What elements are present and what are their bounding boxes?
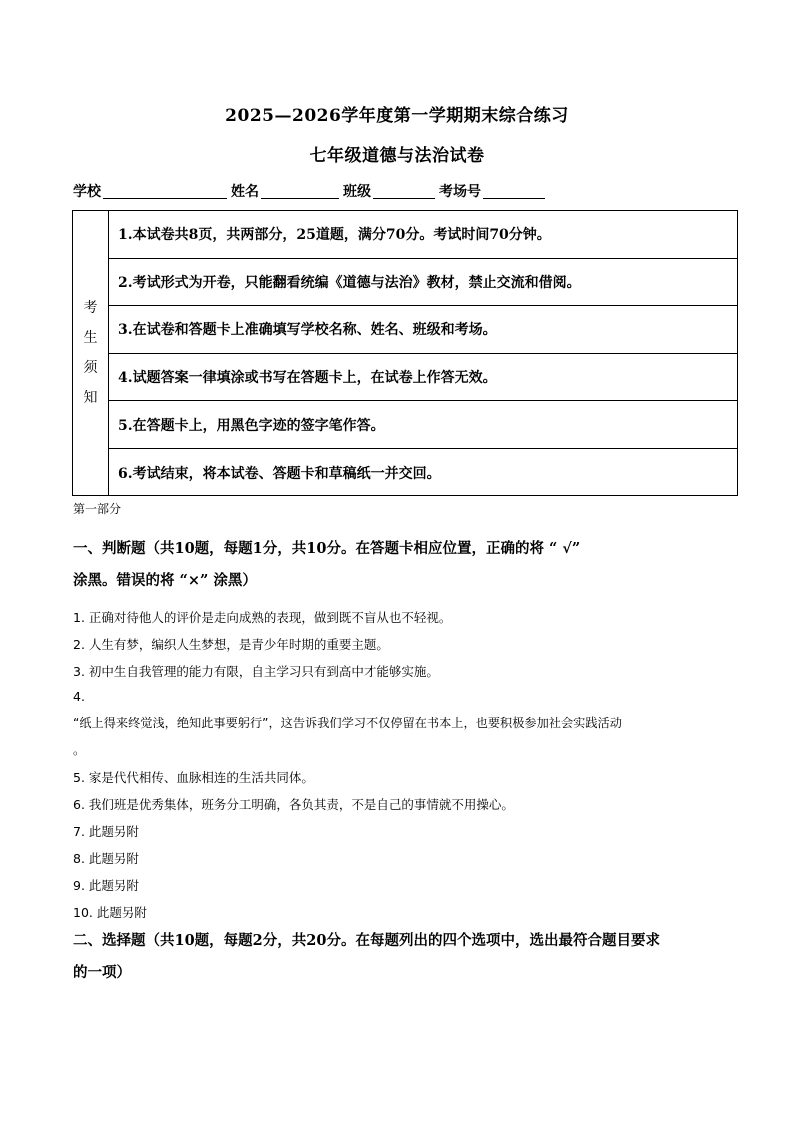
question-item: 10. 此题另附 [73, 905, 147, 920]
class-blank [373, 184, 435, 199]
question-item: 4. [73, 689, 85, 704]
notice-side-char: 考 [83, 300, 98, 316]
question-item: “纸上得来终觉浅，绝知此事要躬行”，这告诉我们学习不仅停留在书本上，也要积极参加社会实践活动 [73, 716, 622, 730]
exam-notice-table [72, 210, 738, 496]
student-info-line [73, 181, 549, 201]
section-heading-line: 二、选择题（共10题，每题2分，共20分。在每题列出的四个选项中，选出最符合题目要求 [73, 932, 660, 949]
question-item: 3. 初中生自我管理的能力有限，自主学习只有到高中才能够实施。 [73, 664, 439, 679]
question-item: 。 [73, 742, 86, 757]
section-heading-multiple-choice [73, 925, 723, 989]
name-label: 姓名 [231, 184, 259, 200]
notice-side-char: 生 [83, 330, 98, 346]
notice-item: 3.在试卷和答题卡上准确填写学校名称、姓名、班级和考场。 [109, 306, 737, 354]
question-item: 1. 正确对待他人的评价是走向成熟的表现，做到既不盲从也不轻视。 [73, 610, 452, 625]
section-heading-true-false [73, 533, 723, 597]
exam-subtitle: 七年级道德与法治试卷 [309, 146, 485, 166]
question-item: 2. 人生有梦，编织人生梦想，是青少年时期的重要主题。 [73, 637, 389, 652]
section-heading-line: 的一项） [73, 964, 131, 981]
part-label: 第一部分 [73, 502, 122, 516]
notice-item: 1.本试卷共8页，共两部分，25道题，满分70分。考试时间70分钟。 [109, 211, 737, 259]
notice-item: 6.考试结束，将本试卷、答题卡和草稿纸一并交回。 [118, 465, 441, 482]
section-heading-line: 涂黑。错误的将 “×” 涂黑） [73, 572, 257, 589]
question-item: 8. 此题另附 [73, 851, 139, 866]
notice-item: 4.试题答案一律填涂或书写在答题卡上，在试卷上作答无效。 [109, 354, 737, 402]
school-blank [103, 184, 227, 199]
exam-title: 2025—2026学年度第一学期期末综合练习 [225, 106, 569, 126]
question-item: 5. 家是代代相传、血脉相连的生活共同体。 [73, 770, 314, 785]
school-label: 学校 [73, 184, 101, 200]
class-label: 班级 [343, 184, 371, 200]
name-blank [261, 184, 339, 199]
section-heading-line: 一、判断题（共10题，每题1分，共10分。在答题卡相应位置，正确的将 “ √” [73, 540, 581, 557]
notice-side-char: 知 [83, 390, 98, 406]
notice-item: 2.考试形式为开卷，只能翻看统编《道德与法治》教材，禁止交流和借阅。 [109, 259, 737, 307]
question-item: 9. 此题另附 [73, 878, 139, 893]
question-item: 6. 我们班是优秀集体，班务分工明确，各负其责，不是自己的事情就不用操心。 [73, 797, 514, 812]
notice-item: 5.在答题卡上，用黑色字迹的签字笔作答。 [109, 401, 737, 449]
room-blank [483, 184, 545, 199]
room-label: 考场号 [439, 184, 481, 200]
question-item: 7. 此题另附 [73, 824, 139, 839]
notice-side-label [73, 211, 109, 495]
notice-side-char: 须 [83, 360, 98, 376]
